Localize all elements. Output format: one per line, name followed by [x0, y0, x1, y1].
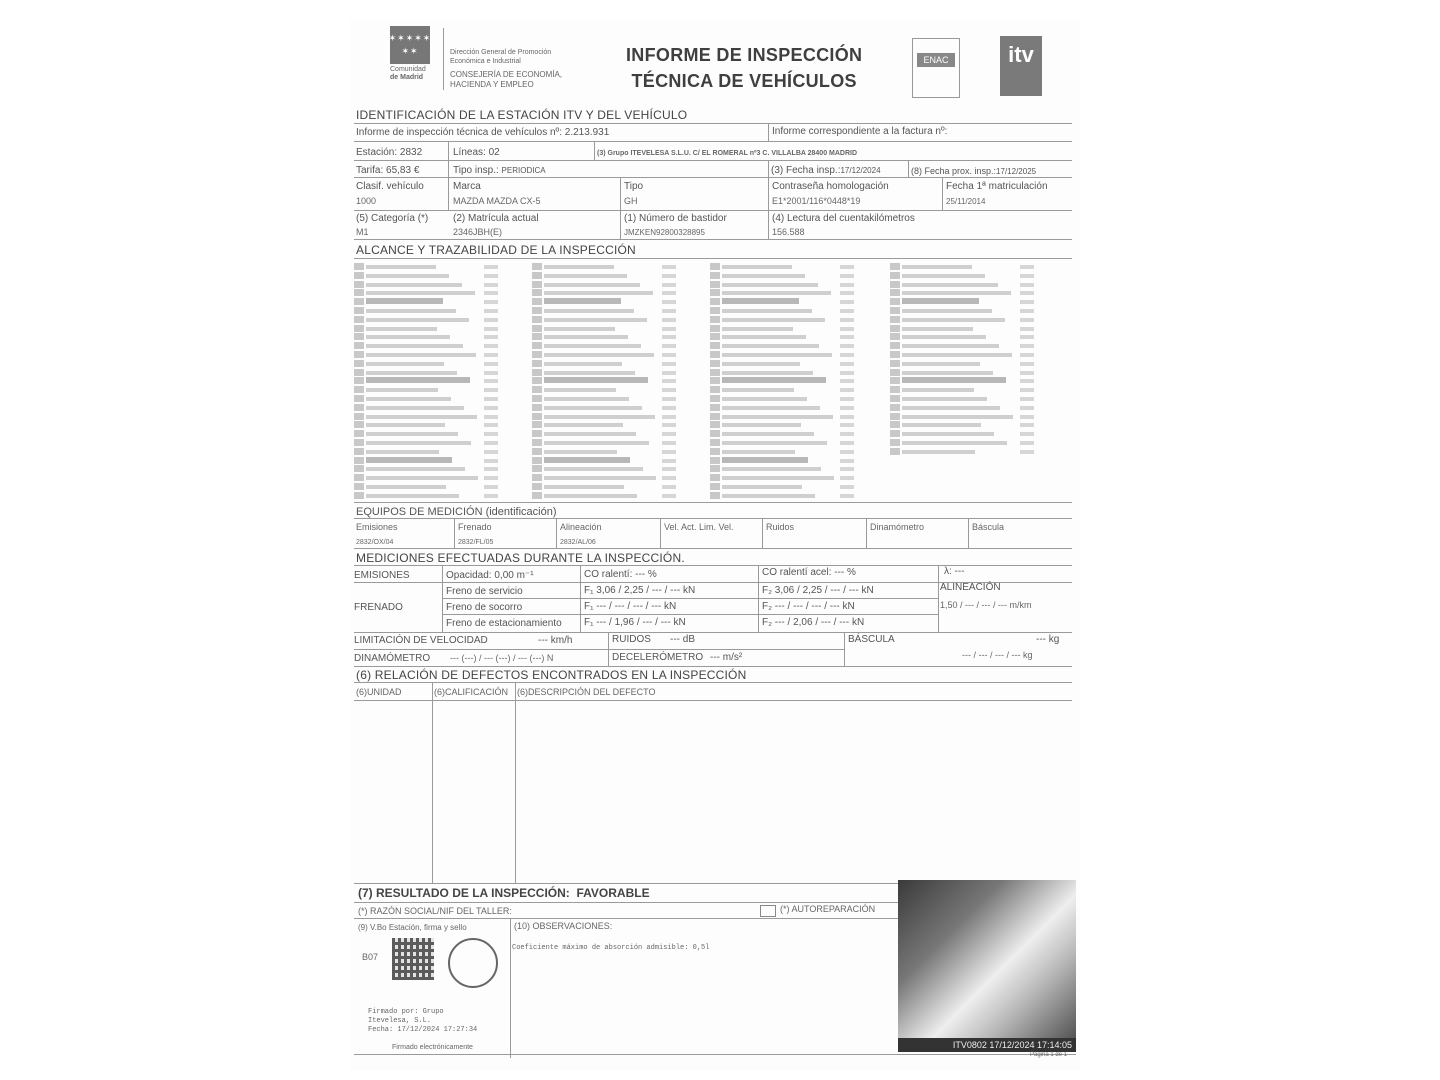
alcance-row: [532, 403, 710, 412]
alcance-row: [532, 368, 710, 377]
alcance-row: [532, 394, 710, 403]
freno-estac-f1: F₁ --- / 1,96 / --- / --- kN: [584, 617, 686, 628]
alcance-row: [354, 491, 532, 500]
alcance-row: [354, 350, 532, 359]
cuentakm-label: (4) Lectura del cuentakilómetros: [772, 213, 915, 224]
limitacion-label: LIMITACIÓN DE VELOCIDAD: [354, 635, 488, 646]
alcance-row: [532, 341, 710, 350]
bascula-value1: --- kg: [1036, 634, 1060, 645]
alcance-row: [532, 412, 710, 421]
co-ralenti-value: CO ralentí: --- %: [584, 569, 657, 580]
freno-socorro-f1: F₁ --- / --- / --- / --- kN: [584, 601, 677, 612]
alcance-row: [710, 324, 888, 333]
alcance-row: [532, 306, 710, 315]
bascula-label: BÁSCULA: [848, 634, 895, 645]
observaciones-value: Coeficiente máximo de absorción admisible: 0,5l: [512, 944, 710, 952]
decelerometro-label: DECELERÓMETRO: [612, 652, 704, 663]
alcance-row: [890, 403, 1068, 412]
equipo-alineacion-value: 2832/AL/06: [560, 539, 596, 546]
contrasena-value: E1*2001/116*0448*19: [772, 196, 861, 206]
alcance-row: [710, 482, 888, 491]
defectos-col-descripcion: (6)DESCRIPCIÓN DEL DEFECTO: [517, 687, 656, 697]
alcance-row: [532, 447, 710, 456]
alcance-row: [354, 297, 532, 306]
title-line1: INFORME DE INSPECCIÓN: [626, 45, 863, 65]
section-equipos: EQUIPOS DE MEDICIÓN (identificación): [356, 506, 557, 518]
qr-code: [392, 938, 434, 980]
alcance-row: [710, 473, 888, 482]
alcance-row: [532, 324, 710, 333]
bastidor-label: (1) Número de bastidor: [624, 213, 727, 224]
alcance-row: [354, 412, 532, 421]
alcance-row: [710, 315, 888, 324]
dinamometro-label: DINAMÓMETRO: [354, 653, 431, 664]
alcance-row: [710, 376, 888, 385]
ruidos-value: --- dB: [670, 634, 695, 645]
vehicle-photo: [898, 880, 1076, 1052]
alcance-row: [890, 385, 1068, 394]
defectos-col-calificacion: (6)CALIFICACIÓN: [434, 687, 509, 697]
station-code: B07: [362, 952, 379, 962]
autoreparacion-checkbox[interactable]: [760, 905, 776, 917]
clasif-label: Clasif. vehículo: [356, 181, 424, 192]
alcance-row: [532, 297, 710, 306]
madrid-line2: de Madrid: [390, 74, 424, 81]
factura-label: Informe correspondiente a la factura nº:: [772, 126, 948, 137]
frenado-label: FRENADO: [354, 602, 403, 613]
lambda-value: λ: ---: [944, 566, 965, 577]
alcance-row: [532, 456, 710, 465]
alcance-row: [710, 429, 888, 438]
itv-label: itv: [1008, 42, 1034, 67]
contrasena-label: Contraseña homologación: [772, 181, 889, 192]
alcance-row: [710, 288, 888, 297]
alcance-row: [890, 420, 1068, 429]
freno-estac-f2: F₂ --- / 2,06 / --- / --- kN: [762, 617, 865, 628]
alcance-row: [710, 359, 888, 368]
equipo-velact-label: Vel. Act. Lim. Vel.: [664, 522, 734, 532]
alcance-row: [890, 280, 1068, 289]
ruidos-label: RUIDOS: [612, 634, 651, 645]
alcance-row: [354, 394, 532, 403]
report-title: [626, 42, 862, 94]
freno-socorro-f2: F₂ --- / --- / --- / --- kN: [762, 601, 855, 612]
alcance-row: [890, 315, 1068, 324]
estacion: Estación: 2832: [356, 147, 423, 158]
alcance-row: [890, 306, 1068, 315]
tarifa: Tarifa: 65,83 €: [356, 165, 420, 176]
alcance-row: [354, 359, 532, 368]
fecha-insp: (3) Fecha insp.:17/12/2024: [771, 165, 881, 176]
alcance-row: [354, 262, 532, 271]
alcance-row: [532, 262, 710, 271]
alcance-row: [354, 464, 532, 473]
alcance-row: [354, 420, 532, 429]
grupo-itevelesa: (3) Grupo ITEVELESA S.L.U. C/ EL ROMERAL nº3 C. VILLALBA 28400 MADRID: [597, 150, 858, 157]
categoria-label: (5) Categoría (*): [356, 213, 429, 224]
alcance-row: [532, 315, 710, 324]
org-block: [450, 48, 562, 90]
marca-value: MAZDA MAZDA CX-5: [453, 196, 541, 206]
alcance-row: [710, 332, 888, 341]
alcance-row: [354, 280, 532, 289]
taller-label: (*) RAZÓN SOCIAL/NIF DEL TALLER:: [358, 906, 512, 916]
org-line4: HACIENDA Y EMPLEO: [450, 80, 534, 89]
autoreparacion-label: (*) AUTOREPARACIÓN: [780, 904, 876, 914]
alcance-row: [532, 438, 710, 447]
alcance-row: [710, 385, 888, 394]
alcance-row: [354, 473, 532, 482]
station-stamp: [448, 938, 498, 988]
alcance-row: [532, 350, 710, 359]
matricula-label: (2) Matrícula actual: [453, 213, 539, 224]
alcance-row: [710, 412, 888, 421]
observaciones-label: (10) OBSERVACIONES:: [514, 921, 613, 931]
freno-socorro-label: Freno de socorro: [446, 602, 523, 613]
alcance-row: [532, 482, 710, 491]
freno-servicio-f2: F₂ 3,06 / 2,25 / --- / --- kN: [762, 585, 874, 596]
section-defectos: (6) RELACIÓN DE DEFECTOS ENCONTRADOS EN LA INSPECCIÓN: [356, 668, 747, 682]
freno-servicio-f1: F₁ 3,06 / 2,25 / --- / --- kN: [584, 585, 696, 596]
photo-caption: ITV0802 17/12/2024 17:14:05: [898, 1038, 1076, 1052]
equipo-emisiones-label: Emisiones: [356, 522, 398, 532]
alcance-row: [710, 262, 888, 271]
alcance-row: [890, 350, 1068, 359]
informe-number: Informe de inspección técnica de vehículos nº: 2.213.931: [356, 127, 610, 138]
alcance-row: [890, 297, 1068, 306]
freno-estac-label: Freno de estacionamiento: [446, 618, 562, 629]
alcance-row: [532, 288, 710, 297]
lineas: Líneas: 02: [453, 147, 500, 158]
dinamometro-value: --- (---) / --- (---) / --- (---) N: [450, 653, 554, 663]
alcance-row: [354, 447, 532, 456]
decelerometro-value: --- m/s²: [710, 652, 743, 663]
alcance-grid: [354, 262, 1072, 500]
org-line3: CONSEJERÍA DE ECONOMÍA,: [450, 70, 563, 79]
vbo-label: (9) V.Bo Estación, firma y sello: [358, 923, 467, 932]
alcance-row: [532, 332, 710, 341]
alcance-row: [890, 438, 1068, 447]
alcance-row: [710, 456, 888, 465]
enac-label: ENAC: [917, 53, 955, 67]
alcance-row: [710, 350, 888, 359]
resultado-value: FAVORABLE: [576, 886, 650, 900]
alcance-row: [532, 429, 710, 438]
equipo-frenado-value: 2832/FL/05: [458, 539, 494, 546]
fecha-matric-value: 25/11/2014: [946, 197, 986, 206]
inspection-report-sheet: [350, 20, 1080, 1070]
page-number: Página 1 de 1: [1030, 1052, 1068, 1058]
alcance-row: [710, 464, 888, 473]
alcance-row: [890, 376, 1068, 385]
alcance-row: [890, 288, 1068, 297]
alcance-row: [354, 271, 532, 280]
tipo-insp: Tipo insp.: PERIODICA: [453, 165, 546, 176]
fecha-prox: (8) Fecha prox. insp.:17/12/2025: [911, 166, 1037, 176]
alcance-row: [710, 491, 888, 500]
firmado-footer: Firmado electrónicamente: [392, 1044, 473, 1051]
cuentakm-value: 156.588: [772, 227, 805, 237]
alcance-column-4: [890, 262, 1068, 456]
alcance-row: [710, 280, 888, 289]
alcance-row: [354, 288, 532, 297]
equipo-alineacion-label: Alineación: [560, 522, 602, 532]
alcance-row: [354, 341, 532, 350]
matricula-value: 2346JBH(E): [453, 227, 503, 237]
alcance-row: [890, 262, 1068, 271]
section-identificacion: IDENTIFICACIÓN DE LA ESTACIÓN ITV Y DEL VEHÍCULO: [356, 108, 688, 122]
co-ralenti-acel-value: CO ralentí acel: --- %: [762, 567, 856, 578]
alcance-row: [532, 420, 710, 429]
comunidad-madrid-logo: ✶✶✶✶✶ ✶✶ Comunidad de Madrid: [390, 26, 438, 88]
alcance-column-3: [710, 262, 888, 500]
alcance-row: [532, 385, 710, 394]
section-alcance: ALCANCE Y TRAZABILIDAD DE LA INSPECCIÓN: [356, 243, 636, 257]
alcance-row: [890, 271, 1068, 280]
org-line2: Económica e Industrial: [450, 58, 521, 65]
itv-logo: [1000, 36, 1042, 96]
equipo-emisiones-value: 2832/OX/04: [356, 539, 394, 546]
madrid-line1: Comunidad: [390, 66, 426, 73]
alcance-row: [710, 394, 888, 403]
emisiones-label: EMISIONES: [354, 570, 410, 581]
alcance-row: [890, 332, 1068, 341]
alcance-row: [354, 306, 532, 315]
alcance-row: [532, 473, 710, 482]
alcance-row: [710, 438, 888, 447]
title-line2: TÉCNICA DE VEHÍCULOS: [631, 71, 857, 91]
equipo-frenado-label: Frenado: [458, 522, 492, 532]
tipo-value: GH: [624, 196, 638, 206]
alcance-row: [532, 271, 710, 280]
alcance-row: [710, 420, 888, 429]
clasif-value: 1000: [356, 196, 377, 206]
alcance-row: [354, 482, 532, 491]
org-line1: Dirección General de Promoción: [450, 49, 552, 56]
alcance-row: [710, 297, 888, 306]
alcance-row: [532, 491, 710, 500]
alcance-row: [354, 403, 532, 412]
alcance-row: [710, 368, 888, 377]
alcance-row: [710, 271, 888, 280]
alcance-row: [890, 341, 1068, 350]
alcance-row: [710, 403, 888, 412]
resultado: (7) RESULTADO DE LA INSPECCIÓN: FAVORABLE: [358, 886, 650, 900]
alcance-column-2: [532, 262, 710, 500]
bascula-value2: --- / --- / --- / --- kg: [962, 650, 1033, 660]
alcance-row: [354, 438, 532, 447]
defectos-col-unidad: (6)UNIDAD: [356, 687, 402, 697]
alcance-row: [890, 394, 1068, 403]
alcance-row: [354, 376, 532, 385]
alcance-column-1: [354, 262, 532, 500]
alcance-row: [710, 341, 888, 350]
alcance-row: [354, 368, 532, 377]
limitacion-value: --- km/h: [538, 635, 573, 646]
marca-label: Marca: [453, 181, 481, 192]
alcance-row: [890, 368, 1068, 377]
alcance-row: [354, 332, 532, 341]
alcance-row: [710, 447, 888, 456]
alcance-row: [532, 359, 710, 368]
freno-servicio-label: Freno de servicio: [446, 586, 523, 597]
alcance-row: [710, 306, 888, 315]
alcance-row: [890, 412, 1068, 421]
equipo-dinamometro-label: Dinamómetro: [870, 522, 925, 532]
alcance-row: [890, 359, 1068, 368]
alcance-row: [354, 456, 532, 465]
tipo-label: Tipo: [624, 181, 644, 192]
alcance-row: [532, 464, 710, 473]
fecha-matric-label: Fecha 1ª matriculación: [946, 181, 1048, 192]
categoria-value: M1: [356, 227, 369, 237]
alcance-row: [532, 376, 710, 385]
alineacion-value: 1,50 / --- / --- / --- m/km: [940, 600, 1032, 610]
equipo-bascula-label: Báscula: [972, 522, 1005, 532]
alcance-row: [354, 324, 532, 333]
firmado-block: Firmado por: Grupo Itevelesa, S.L. Fecha: 17/12/2024 17:27:34: [368, 1008, 478, 1034]
alcance-row: [354, 315, 532, 324]
alcance-row: [890, 429, 1068, 438]
alcance-row: [354, 385, 532, 394]
alcance-row: [354, 429, 532, 438]
alcance-row: [890, 447, 1068, 456]
alineacion-label: ALINEACIÓN: [940, 582, 1001, 593]
opacidad-value: Opacidad: 0,00 m⁻¹: [446, 570, 534, 581]
equipo-ruidos-label: Ruidos: [766, 522, 795, 532]
enac-logo: [912, 38, 960, 98]
alcance-row: [890, 324, 1068, 333]
section-mediciones: MEDICIONES EFECTUADAS DURANTE LA INSPECCIÓN.: [356, 551, 685, 565]
alcance-row: [532, 280, 710, 289]
bastidor-value: JMZKEN92800328895: [624, 228, 705, 237]
